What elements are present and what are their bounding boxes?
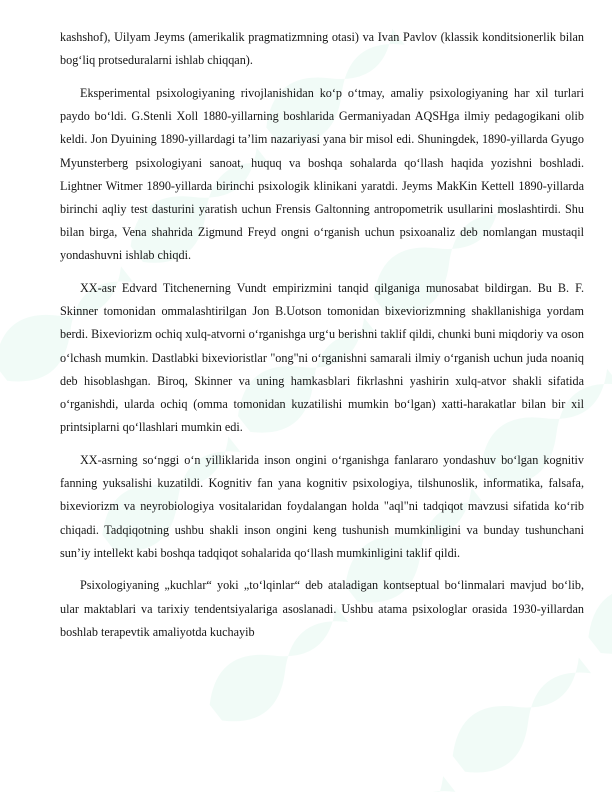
paragraph-continuation: kashshof), Uilyam Jeyms (amerikalik pragmatizmning otasi) va Ivan Pavlov (klassik konditsionerlik bilan bog‘liq protseduralarni ishlab chiqqan). <box>60 30 584 68</box>
document-body <box>60 26 584 654</box>
paragraph-cognitive-science: XX-asrning so‘nggi o‘n yilliklarida inson ongini o‘rganishga fanlararo yondashuv bo‘lgan kognitiv fanning yuksalishi kuzatildi. Kognitiv fan yana kognitiv psixologiya, tilshunoslik, informatika, falsafa, bixeviorizm va neyrobiologiya vositalaridan foydalangan holda "aql"ni tadqiqot mavzusi sifatida ko‘rib chiqadi. Tadqiqotning ushbu shakli inson ongini keng tushunish mumkinligini va bunday tushunchani sun’iy intellekt kabi boshqa tadqiqot sohalarida qo‘llash mumkinligini taklif qildi. <box>60 452 584 560</box>
paragraph-forces-waves: Psixologiyaning „kuchlar“ yoki „to‘lqinlar“ deb ataladigan kontseptual bo‘linmalari mavjud bo‘lib, ular maktablari va tarixiy tendentsiyalariga asoslanadi. Ushbu atama psixologlar orasida 1930-yillardan boshlab terapevtik amaliyotda kuchayib <box>60 578 584 639</box>
paragraph-behaviorism: XX-asr Edvard Titchenerning Vundt empirizmini tanqid qilganiga munosabat bildirgan. Bu B. F. Skinner tomonidan ommalashtirilgan Jon B.Uotson tomonidan bixeviorizmning shakllanishiga yordam berdi. Bixeviorizm ochiq xulq-atvorni o‘rganishga urg‘u berishni taklif qildi, chunki buni miqdoriy va oson o‘lchash mumkin. Dastlabki bixevioristlar "ong"ni o‘rganishni samarali ilmiy o‘rganish uchun juda noaniq deb hisoblashgan. Biroq, Skinner va uning hamkasblari fikrlashni yashirin xulq-atvor shakli sifatida o‘rganishdi, ularda ochiq (omma tomonidan kuzatilishi mumkin bo‘lgan) xatti-harakatlar bilan bir xil printsiplarni qo‘llashlari mumkin edi. <box>60 281 584 435</box>
paragraph-applied-psychology: Eksperimental psixologiyaning rivojlanishidan ko‘p o‘tmay, amaliy psixologiyaning har xil turlari paydo bo‘ldi. G.Stenli Xoll 1880-yillarning boshlarida Germaniyadan AQSHga ilmiy pedagogikani olib keldi. Jon Dyuining 1890-yillardagi ta’lim nazariyasi yana bir misol edi. Shuningdek, 1890-yillarda Gyugo Myunsterberg psixologiyani sanoat, huquq va boshqa sohalarda qo‘llash haqida yozishni boshladi. Lightner Witmer 1890-yillarda birinchi psixologik klinikani yaratdi. Jeyms MakKin Kettell 1890-yillarda birinchi aqliy test dasturini yaratish uchun Frensis Galtonning antropometrik usullarini moslashtirdi. Shu bilan birga, Vena shahrida Zigmund Freyd ongni o‘rganish uchun psixoanaliz deb nomlangan mustaqil yondashuvni ishlab chiqdi. <box>60 85 584 263</box>
